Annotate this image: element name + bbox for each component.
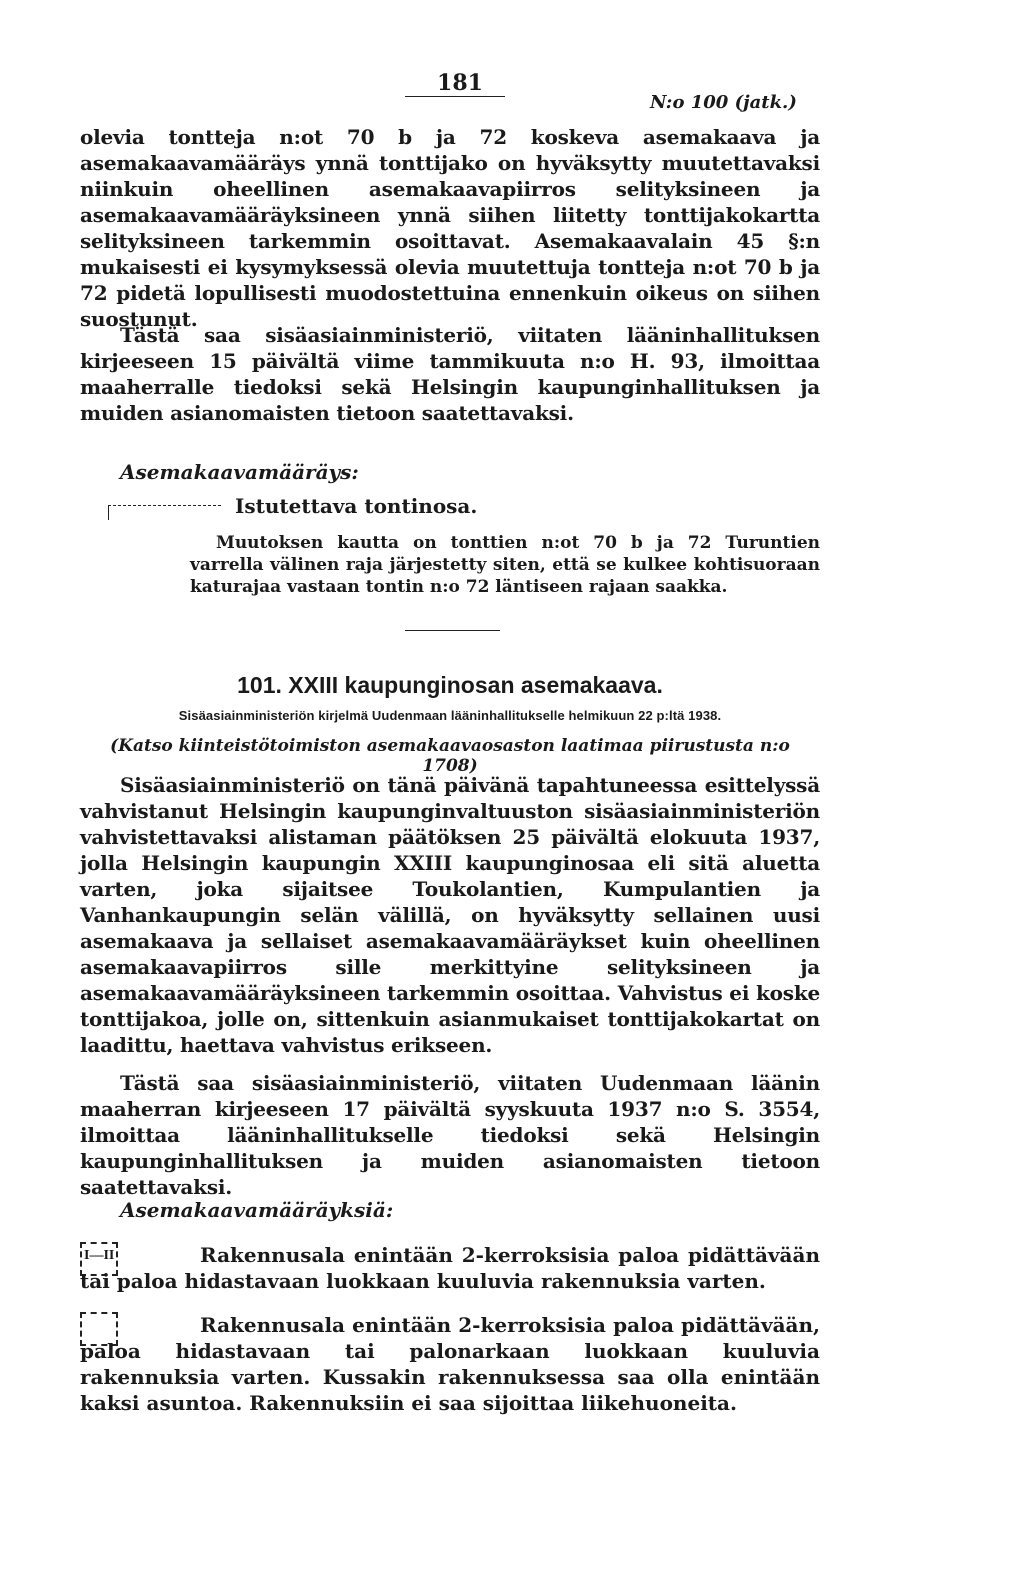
storey-label: I—II <box>84 1248 115 1263</box>
regulation-item-1: Rakennusala enintään 2-kerroksisia paloa pidättävään tai paloa hidastavaan luokkaan kuuluvia rakennuksia varten. <box>80 1243 820 1293</box>
page-number-rule <box>405 96 505 97</box>
drawing-reference: (Katso kiinteistötoimiston asemakaavaosaston laatimaa piirustusta n:o 1708) <box>110 736 790 776</box>
page-number: 181 <box>437 70 483 96</box>
paragraph-decision: Sisäasiainministeriö on tänä päivänä tapahtuneessa esittelyssä vahvistanut Helsingin kaupunginvaltuuston sisäasiainministeriön vahvistettavaksi alistaman päätöksen 25 päivältä elokuuta 1937, jolla Helsingin kaupungin XXIII kaupunginosaa eli sitä aluetta varten, joka sijaitsee Toukolantien, Kumpulantien ja Vanhankaupungin selän välillä, on hyväksytty sellainen uusi asemakaava ja sellaiset asemakaavamääräykset kuin oheellinen asemakaavapiirros sille merkittyine selityksineen ja asemakaavamääräyksineen tarkemmin osoittaa. Vahvistus ei koske tonttijakoa, jolle on, sittenkuin asianmukaiset tonttijakokartat on laadittu, haettava vahvistus erikseen. <box>80 773 821 1057</box>
paragraph-notice: Tästä saa sisäasiainministeriö, viitaten lääninhallituksen kirjeeseen 15 päivältä viime tammikuuta n:o H. 93, ilmoittaa maaherralle tiedoksi sekä Helsingin kaupunginhallituksen ja muiden asianomaisten tietoon saatettavaksi. <box>80 323 820 425</box>
running-reference: N:o 100 (jatk.) <box>650 92 797 113</box>
regulation-item-2: Rakennusala enintään 2-kerroksisia paloa pidättävään, paloa hidastavaan tai palonarkaan luokkaan kuuluvia rakennuksia varten. Kussakin rakennuksessa saa olla enintään kaksi asuntoa. Rakennuksiin ei saa sijoittaa liikehuoneita. <box>80 1313 820 1415</box>
section-divider <box>405 630 500 631</box>
section-heading-regulations: Asemakaavamääräyksiä: <box>120 1198 394 1222</box>
section-title: 101. XXIII kaupunginosan asemakaava. <box>237 672 663 698</box>
paragraph-continued: olevia tontteja n:ot 70 b ja 72 koskeva asemakaava ja asemakaavamääräys ynnä tonttijako on hyväksytty muutettavaksi niinkuin oheellinen asemakaavapiirros selityksineen ja asemakaavamääräyksineen ynnä siihen liitetty tonttijakokartta selityksineen tarkemmin osoittavat. Asemakaavalain 45 §:n mukaisesti ei kysymyksessä olevia muutettuja tontteja n:ot 70 b ja 72 pidetä lopullisesti muodostettuina ennenkuin oikeus on siihen suostunut. <box>80 125 820 331</box>
dashed-boundary-symbol <box>108 505 221 520</box>
legend-row-planting <box>108 494 477 518</box>
letter-reference: Sisäasiainministeriön kirjelmä Uudenmaan lääninhallitukselle helmikuun 22 p:ltä 1938. <box>178 708 722 723</box>
regulation-note: Muutoksen kautta on tonttien n:ot 70 b ja 72 Turuntien varrella välinen raja järjestetty siten, että se kulkee kohtisuoraan katurajaa vastaan tontin n:o 72 läntiseen rajaan saakka. <box>190 533 820 597</box>
section-heading-regulation: Asemakaavamääräys: <box>120 460 359 484</box>
legend-label: Istutettava tontinosa. <box>235 494 478 518</box>
paragraph-notice-2: Tästä saa sisäasiainministeriö, viitaten Uudenmaan läänin maaherran kirjeeseen 17 päivältä syyskuuta 1937 n:o S. 3554, ilmoittaa lääninhallitukselle tiedoksi sekä Helsingin kaupunginhallituksen ja muiden asianomaisten tietoon saatettavaksi. <box>80 1071 820 1199</box>
